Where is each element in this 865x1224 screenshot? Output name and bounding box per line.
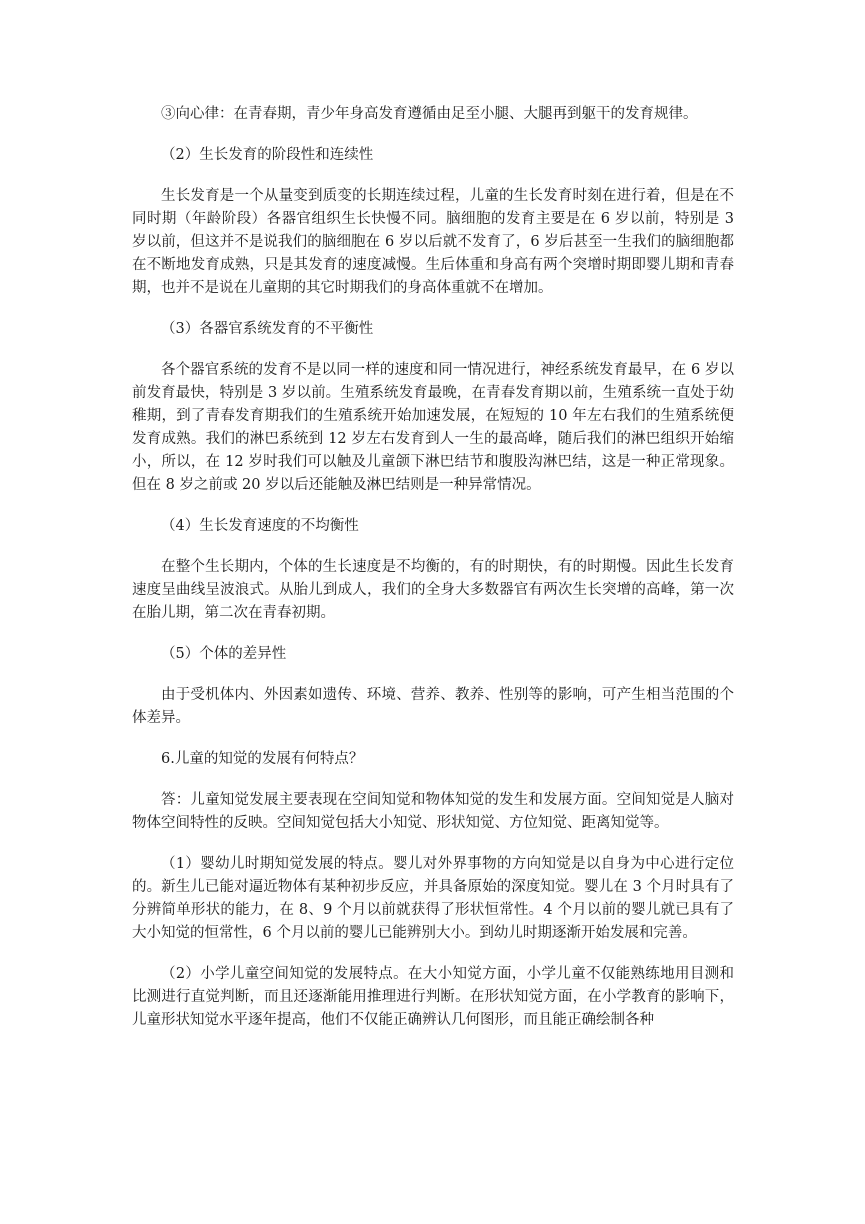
section-heading-speed: （4）生长发育速度的不均衡性	[161, 518, 359, 534]
section-heading-imbalance: （3）各器官系统发育的不平衡性	[161, 321, 374, 337]
paragraph-primary-school-perception: （2）小学儿童空间知觉的发展特点。在大小知觉方面，小学儿童不仅能熟练地用目测和比测进行直觉判断，而且还逐渐能用推理进行判断。在形状知觉方面，在小学教育的影响下，儿童形状知觉水平逐年提高，他们不仅能正确辨认几何图形，而且能正确绘制各种	[132, 966, 734, 1028]
paragraph-individual-difference: 由于受机体内、外因素如遗传、环境、营养、教养、性别等的影响，可产生相当范围的个体差异。	[132, 687, 734, 726]
section-heading-individual-difference: （5）个体的差异性	[161, 646, 287, 662]
paragraph-continuity: 生长发育是一个从量变到质变的长期连续过程，儿童的生长发育时刻在进行着，但是在不同时期（年龄阶段）各器官组织生长快慢不同。脑细胞的发育主要是在 6 岁以前，特别是 3 岁以前，但这并不是说我们的脑细胞在 6 岁以后就不发育了，6 岁后甚至一生我们的脑细胞都在不断地发育成熟，只是其发育的速度减慢。生后体重和身高有两个突增时期即婴儿期和青春期，也并不是说在儿童期的其它时期我们的身高体重就不在增加。	[132, 188, 734, 296]
paragraph-infant-perception: （1）婴幼儿时期知觉发展的特点。婴儿对外界事物的方向知觉是以自身为中心进行定位的。新生儿已能对逼近物体有某种初步反应，并具备原始的深度知觉。婴儿在 3 个月时具有了分辨简单形状的能力，在 8、9 个月以前就获得了形状恒常性。4 个月以前的婴儿就已具有了大小知觉的恒常性，6 个月以前的婴儿已能辨别大小。到幼儿时期逐渐开始发展和完善。	[132, 856, 734, 941]
document-body	[132, 103, 734, 1050]
question-heading-perception: 6.儿童的知觉的发展有何特点？	[161, 751, 364, 767]
paragraph-speed: 在整个生长期内，个体的生长速度是不均衡的，有的时期快，有的时期慢。因此生长发育速度呈曲线呈波浪式。从胎儿到成人，我们的全身大多数器官有两次生长突增的高峰，第一次在胎儿期，第二次在青春初期。	[132, 559, 734, 621]
paragraph-answer-perception: 答：儿童知觉发展主要表现在空间知觉和物体知觉的发生和发展方面。空间知觉是人脑对物体空间特性的反映。空间知觉包括大小知觉、形状知觉、方位知觉、距离知觉等。	[132, 792, 734, 831]
paragraph-imbalance: 各个器官系统的发育不是以同一样的速度和同一情况进行，神经系统发育最早，在 6 岁以前发育最快，特别是 3 岁以前。生殖系统发育最晚，在青春发育期以前，生殖系统一直处于幼稚期，到了青春发育期我们的生殖系统开始加速发展，在短短的 10 年左右我们的生殖系统便发育成熟。我们的淋巴系统到 12 岁左右发育到人一生的最高峰，随后我们的淋巴组织开始缩小，所以，在 12 岁时我们可以触及儿童颌下淋巴结节和腹股沟淋巴结，这是一种正常现象。但在 8 岁之前或 20 岁以后还能触及淋巴结则是一种异常情况。	[132, 362, 734, 493]
section-heading-continuity: （2）生长发育的阶段性和连续性	[161, 147, 374, 163]
paragraph-centripetal-law: ③向心律：在青春期，青少年身高发育遵循由足至小腿、大腿再到躯干的发育规律。	[161, 106, 698, 122]
